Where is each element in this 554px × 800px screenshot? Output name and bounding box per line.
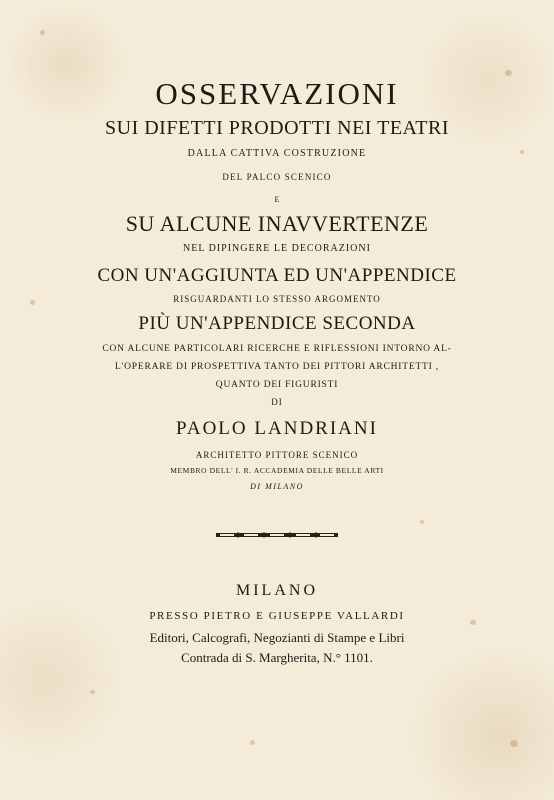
imprint-address: Contrada di S. Margherita, N.° 1101.	[181, 650, 373, 665]
imprint-publisher: PRESSO PIETRO E GIUSEPPE VALLARDI	[149, 610, 405, 622]
subtitle-line-8: PIÙ UN'APPENDICE SECONDA	[138, 313, 416, 334]
author-role: ARCHITETTO PITTORE SCENICO	[195, 450, 359, 460]
author-city: DI MILANO	[250, 482, 304, 491]
subtitle-line-6: CON UN'AGGIUNTA ED UN'APPENDICE	[97, 265, 457, 286]
book-title: OSSERVAZIONI	[155, 76, 399, 111]
subtitle-line-3: DEL PALCO SCENICO	[222, 172, 332, 182]
subtitle-line-2: DALLA CATTIVA COSTRUZIONE	[187, 148, 367, 159]
foxing-spot	[250, 740, 255, 745]
printer-ornament-rule	[214, 529, 340, 541]
description-line-3: QUANTO DEI FIGURISTI	[215, 380, 339, 390]
imprint-publisher-description: Editori, Calcografi, Negozianti di Stampe e Libri	[149, 630, 405, 645]
subtitle-line-1: SUI DIFETTI PRODOTTI NEI TEATRI	[105, 117, 449, 139]
foxing-spot	[510, 740, 518, 747]
author-name: PAOLO LANDRIANI	[176, 418, 378, 439]
description-line-2: L'OPERARE DI PROSPETTIVA TANTO DEI PITTORI ARCHITETTI ,	[115, 362, 439, 372]
description-line-1: CON ALCUNE PARTICOLARI RICERCHE E RIFLESSIONI INTORNO AL-	[102, 344, 452, 354]
foxing-spot	[40, 30, 45, 35]
foxing-spot	[420, 520, 424, 524]
conjunction: E	[274, 195, 280, 204]
author-membership: MEMBRO DELL' I. R. ACCADEMIA DELLE BELLE ARTI	[170, 466, 384, 475]
subtitle-line-4: SU ALCUNE INAVVERTENZE	[125, 211, 429, 236]
subtitle-line-5: NEL DIPINGERE LE DECORAZIONI	[183, 243, 371, 254]
subtitle-line-7: RISGUARDANTI LO STESSO ARGOMENTO	[173, 294, 381, 304]
by-line: DI	[271, 397, 283, 407]
foxing-spot	[90, 690, 95, 694]
imprint-city: MILANO	[236, 582, 318, 599]
